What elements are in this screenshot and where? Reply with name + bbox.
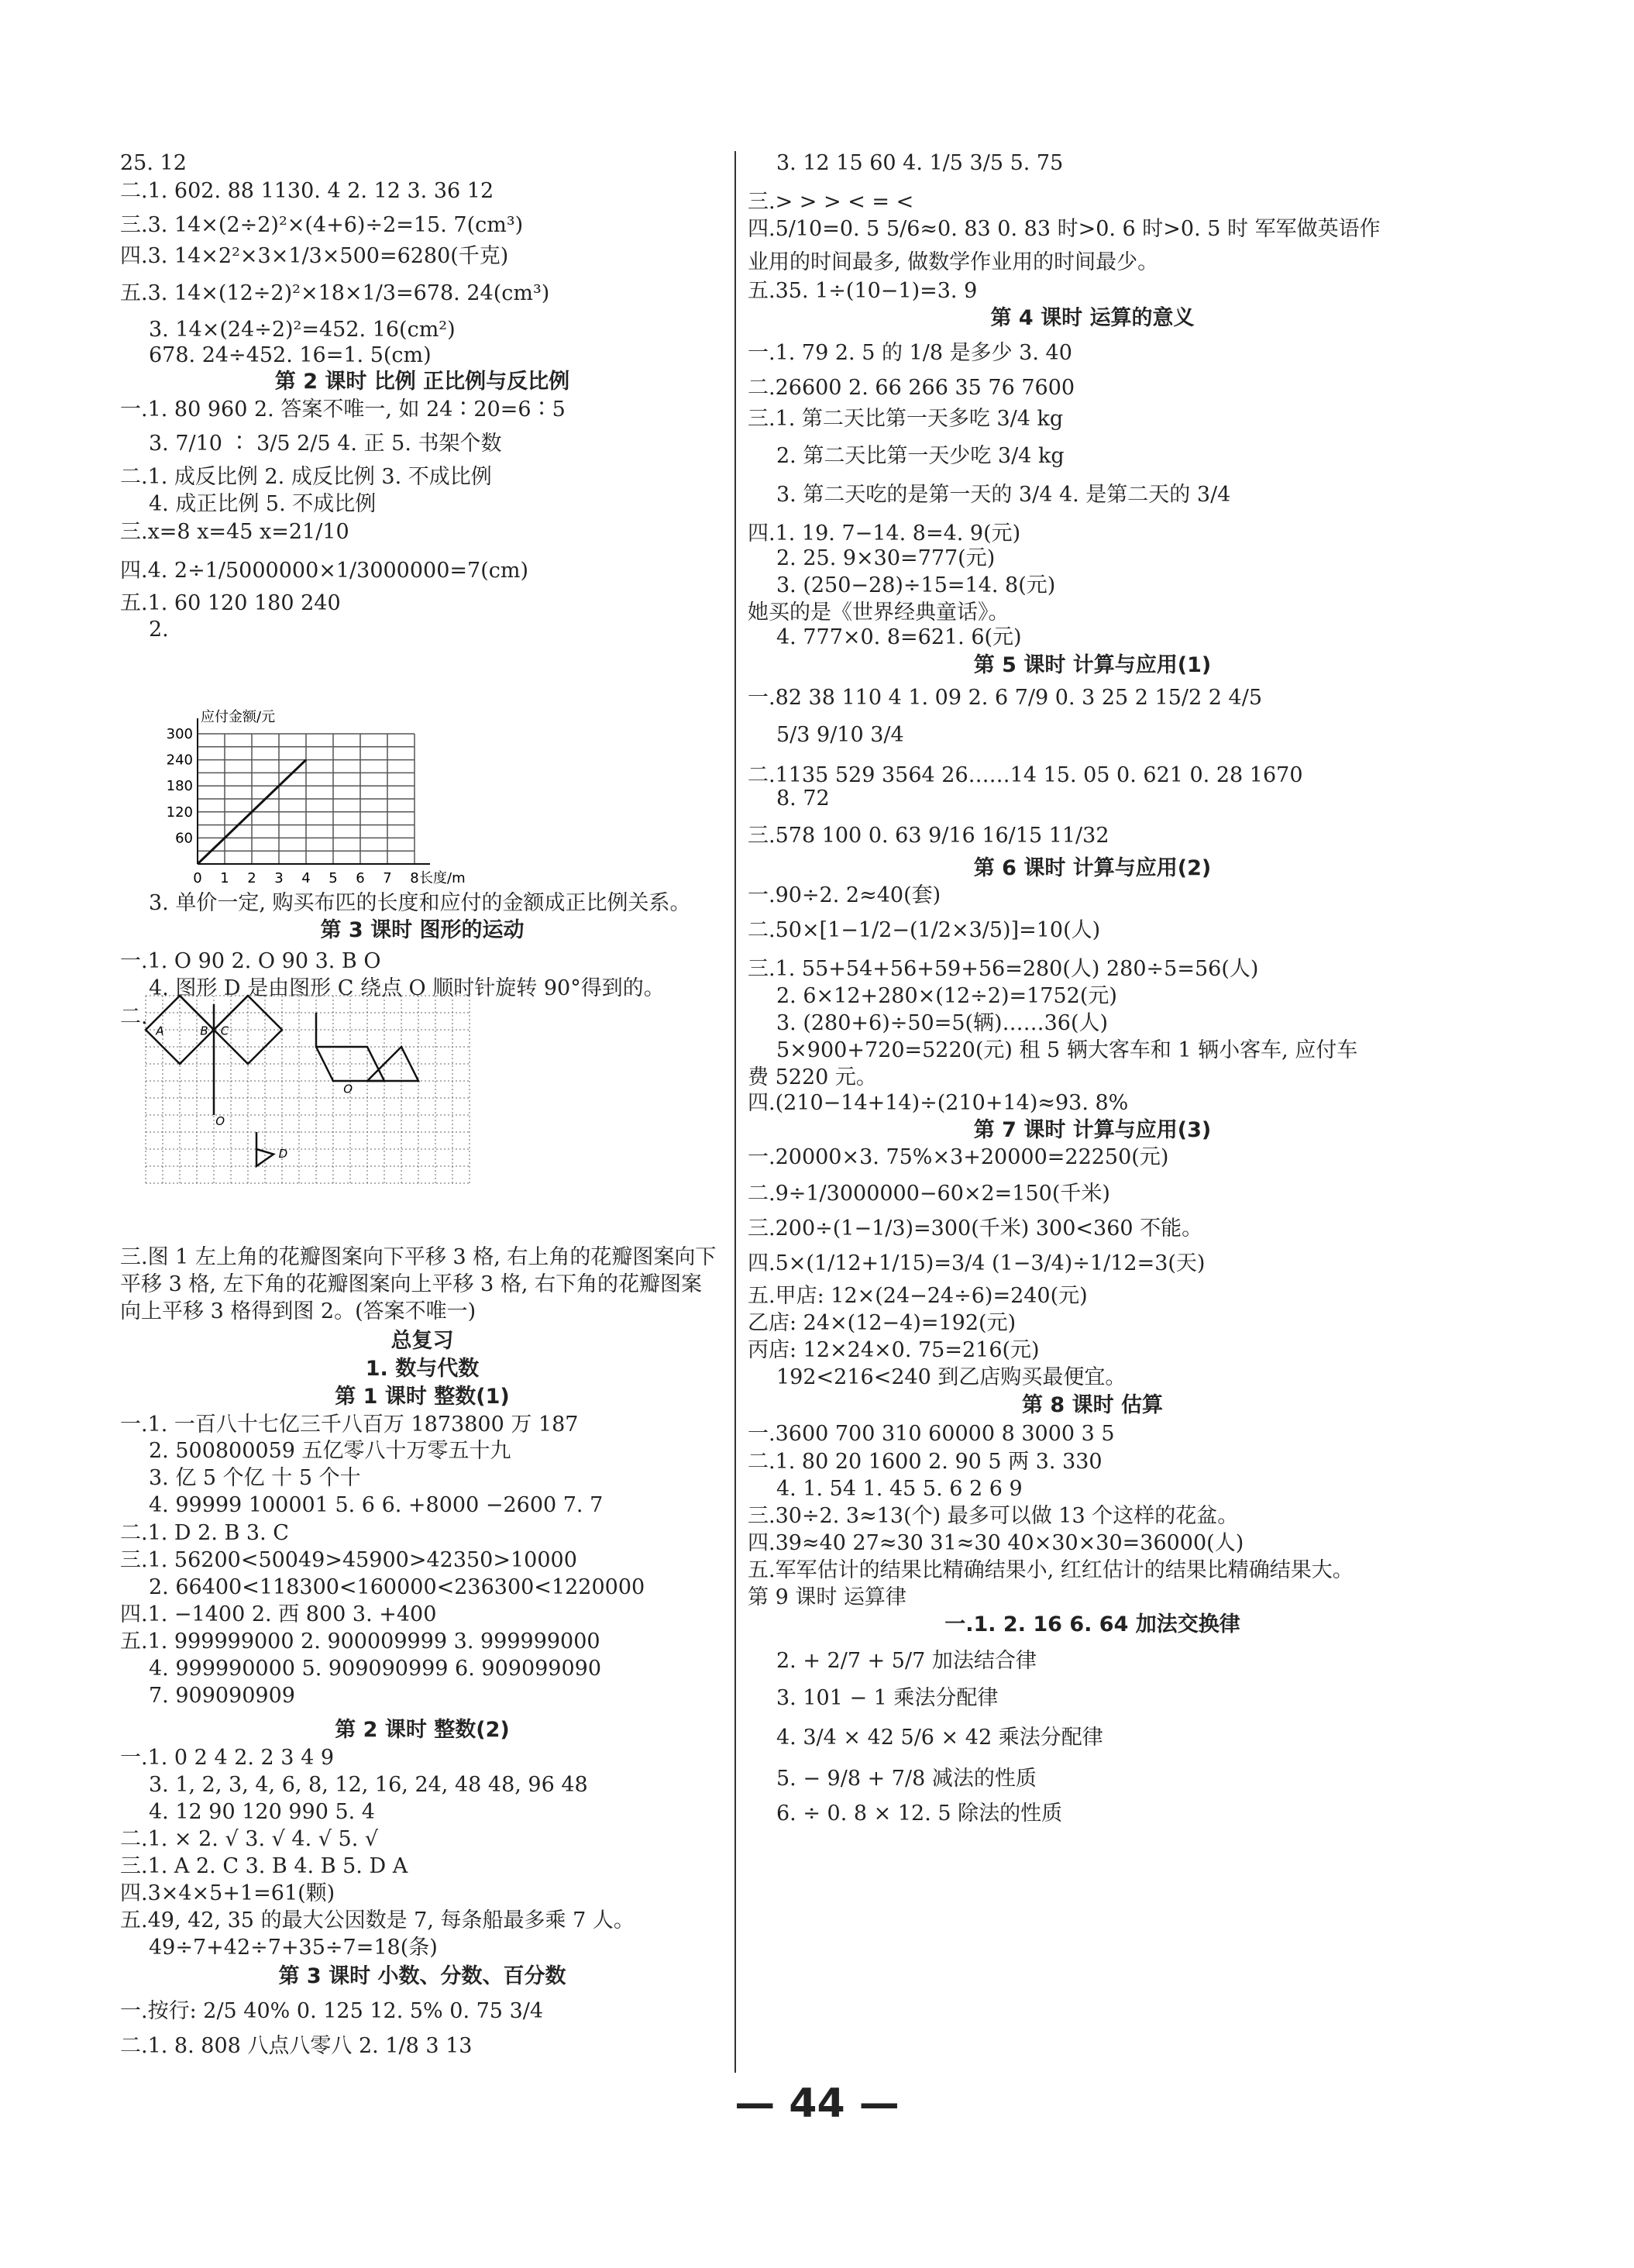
answer-line: 3. 7/10 ∶ 3/5 2/5 4. 正 5. 书架个数 — [149, 432, 502, 456]
section-heading: 第 8 课时 估算 — [1022, 1393, 1163, 1417]
answer-line: 一.1. O 90 2. O 90 3. B O — [120, 949, 381, 973]
answer-line: 3. 14×(24÷2)²=452. 16(cm²) — [149, 318, 456, 342]
answer-line: 业用的时间最多, 做数学作业用的时间最少。 — [748, 250, 1159, 274]
section-heading: 第 1 课时 整数(1) — [335, 1385, 510, 1409]
section-heading: 第 5 课时 计算与应用(1) — [973, 653, 1212, 677]
label-o: O — [343, 1082, 353, 1096]
answer-line: 4. 3/4 × 42 5/6 × 42 乘法分配律 — [776, 1726, 1103, 1750]
label-c: C — [220, 1024, 229, 1038]
answer-line: 一.1. 0 2 4 2. 2 3 4 9 — [120, 1746, 335, 1770]
price-length-chart — [151, 709, 492, 895]
answer-line: 三.30÷2. 3≈13(个) 最多可以做 13 个这样的花盆。 — [748, 1504, 1239, 1528]
label-d: D — [278, 1147, 288, 1161]
answer-line: 第 9 课时 运算律 — [748, 1585, 906, 1609]
answer-line: 8. 72 — [776, 786, 830, 810]
x-tick-label: 7 — [383, 870, 392, 886]
answer-line: 2. 25. 9×30=777(元) — [776, 546, 996, 570]
answer-line: 二.1. 80 20 1600 2. 90 5 两 3. 330 — [748, 1450, 1103, 1474]
answer-line: 四.39≈40 27≈30 31≈30 40×30×30=36000(人) — [748, 1531, 1244, 1555]
answer-line: 一.20000×3. 75%×3+20000=22250(元) — [748, 1145, 1169, 1169]
answer-line: 平移 3 格, 左下角的花瓣图案向上平移 3 格, 右下角的花瓣图案 — [120, 1272, 703, 1296]
answer-line: 四.1. −1400 2. 西 800 3. +400 — [120, 1602, 437, 1626]
rotation-figure — [139, 988, 480, 1193]
answer-line: 四.4. 2÷1/5000000×1/3000000=7(cm) — [120, 559, 528, 583]
answer-line: 五.1. 999999000 2. 900009999 3. 999999000 — [120, 1630, 600, 1654]
answer-line: 3. (250−28)÷15=14. 8(元) — [776, 573, 1056, 597]
answer-line: 四.3×4×5+1=61(颗) — [120, 1881, 335, 1905]
x-axis-label: 长度/m — [419, 870, 466, 886]
answer-line: 三.578 100 0. 63 9/16 16/15 11/32 — [748, 824, 1109, 848]
answer-line: 五.35. 1÷(10−1)=3. 9 — [748, 279, 978, 303]
y-tick-label: 120 — [166, 804, 193, 821]
answer-line: 二.26600 2. 66 266 35 76 7600 — [748, 376, 1075, 400]
answer-line: 向上平移 3 格得到图 2。(答案不唯一) — [120, 1299, 476, 1323]
answer-line: 四.5×(1/12+1/15)=3/4 (1−3/4)÷1/12=3(天) — [748, 1251, 1206, 1275]
answer-line: 2. 6×12+280×(12÷2)=1752(元) — [776, 984, 1117, 1008]
section-heading: 第 2 课时 整数(2) — [335, 1718, 510, 1742]
answer-line: 6. ÷ 0. 8 × 12. 5 除法的性质 — [776, 1802, 1063, 1826]
section-heading: 一.1. 2. 16 6. 64 加法交换律 — [944, 1612, 1240, 1636]
answer-line: 四.3. 14×2²×3×1/3×500=6280(千克) — [120, 244, 509, 268]
answer-line: 3. 亿 5 个亿 十 5 个十 — [149, 1466, 361, 1490]
answer-line: 4. 图形 D 是由图形 C 绕点 O 顺时针旋转 90°得到的。 — [149, 976, 665, 1000]
answer-line: 2. + 2/7 + 5/7 加法结合律 — [776, 1649, 1037, 1673]
answer-line: 二.1. 8. 808 八点八零八 2. 1/8 3 13 — [120, 2034, 473, 2058]
answer-line: 5. − 9/8 + 7/8 减法的性质 — [776, 1767, 1037, 1791]
answer-line: 二.1. 成反比例 2. 成反比例 3. 不成比例 — [120, 465, 492, 489]
x-tick-label: 1 — [220, 870, 229, 886]
answer-line: 4. 777×0. 8=621. 6(元) — [776, 625, 1022, 649]
page-number: — 44 — — [734, 2080, 900, 2127]
chart-grid — [198, 734, 415, 864]
section-heading: 第 4 课时 运算的意义 — [990, 306, 1195, 330]
label-a: A — [156, 1024, 164, 1038]
answer-line: 5×900+720=5220(元) 租 5 辆大客车和 1 辆小客车, 应付车 — [776, 1038, 1358, 1062]
answer-line: 一.1. 一百八十七亿三千八百万 1873800 万 187 — [120, 1413, 579, 1437]
answer-line: 一.按行: 2/5 40% 0. 125 12. 5% 0. 75 3/4 — [120, 1999, 544, 2023]
answer-line: 二.1. × 2. √ 3. √ 4. √ 5. √ — [120, 1827, 379, 1851]
answer-line: 5/3 9/10 3/4 — [776, 723, 904, 747]
answer-line: 她买的是《世界经典童话》。 — [748, 601, 1010, 625]
y-tick-label: 240 — [166, 752, 193, 769]
x-tick-label: 3 — [274, 870, 284, 886]
x-tick-label: 8 — [410, 870, 419, 886]
answer-line: 二.1. D 2. B 3. C — [120, 1521, 289, 1545]
answer-line: 4. 成正比例 5. 不成比例 — [149, 492, 377, 516]
answer-line: 丙店: 12×24×0. 75=216(元) — [748, 1338, 1040, 1362]
answer-line: 2. 第二天比第一天少吃 3/4 kg — [776, 444, 1065, 468]
x-tick-label: 5 — [329, 870, 338, 886]
answer-line: 四.1. 19. 7−14. 8=4. 9(元) — [748, 521, 1021, 545]
answer-line: 2. 500800059 五亿零八十万零五十九 — [149, 1439, 511, 1463]
answer-line: 二.1135 529 3564 26……14 15. 05 0. 621 0. 28 1670 — [748, 763, 1303, 787]
column-divider — [734, 151, 736, 2073]
section-heading: 总复习 — [390, 1329, 454, 1353]
answer-line: 3. (280+6)÷50=5(辆)……36(人) — [776, 1011, 1109, 1035]
answer-line: 4. 12 90 120 990 5. 4 — [149, 1800, 375, 1824]
answer-line: 一.90÷2. 2≈40(套) — [748, 883, 941, 907]
answer-line: 3. 第二天吃的是第一天的 3/4 4. 是第二天的 3/4 — [776, 483, 1231, 507]
section-heading: 第 3 课时 小数、分数、百分数 — [278, 1964, 566, 1988]
answer-line: 四.5/10=0. 5 5/6≈0. 83 0. 83 时>0. 6 时>0. 5 时 军军做英语作 — [748, 217, 1381, 241]
answer-line: 费 5220 元。 — [748, 1065, 877, 1089]
answer-line: 192<216<240 到乙店购买最便宜。 — [776, 1365, 1127, 1389]
answer-line: 三.1. A 2. C 3. B 4. B 5. D A — [120, 1854, 408, 1878]
answer-line: 一.82 38 110 4 1. 09 2. 6 7/9 0. 3 25 2 15/2 2 4/5 — [748, 686, 1262, 710]
section-heading: 第 3 课时 图形的运动 — [320, 918, 525, 942]
y-tick-label: 300 — [166, 726, 193, 742]
answer-line: 五.3. 14×(12÷2)²×18×1/3=678. 24(cm³) — [120, 281, 550, 305]
answer-line: 五.军军估计的结果比精确结果小, 红红估计的结果比精确结果大。 — [748, 1558, 1354, 1582]
answer-line: 3. 101 − 1 乘法分配律 — [776, 1686, 999, 1710]
answer-line: 二.1. 602. 88 1130. 4 2. 12 3. 36 12 — [120, 179, 494, 203]
dot-grid — [146, 996, 470, 1183]
section-heading: 1. 数与代数 — [365, 1357, 480, 1381]
answer-line: 五.1. 60 120 180 240 — [120, 591, 341, 615]
answer-line: 3. 单价一定, 购买布匹的长度和应付的金额成正比例关系。 — [149, 891, 691, 915]
section-heading: 第 2 课时 比例 正比例与反比例 — [274, 370, 570, 394]
answer-line: 乙店: 24×(12−4)=192(元) — [748, 1311, 1017, 1335]
answer-line: 2. 66400<118300<160000<236300<1220000 — [149, 1575, 645, 1599]
answer-line: 三.> > > < = < — [748, 190, 914, 214]
answer-line: 三.1. 第二天比第一天多吃 3/4 kg — [748, 407, 1064, 431]
answer-line: 四.(210−14+14)÷(210+14)≈93. 8% — [748, 1091, 1129, 1115]
label-b: B — [200, 1024, 208, 1038]
x-tick-label: 4 — [301, 870, 311, 886]
answer-line: 二. — [120, 1005, 148, 1029]
answer-line: 二.50×[1−1/2−(1/2×3/5)]=10(人) — [748, 918, 1101, 942]
section-heading: 第 7 课时 计算与应用(3) — [973, 1118, 1212, 1142]
y-tick-label: 60 — [175, 830, 193, 847]
answer-line: 678. 24÷452. 16=1. 5(cm) — [149, 343, 432, 367]
answer-line: 三.1. 56200<50049>45900>42350>10000 — [120, 1548, 577, 1572]
x-tick-label: 6 — [356, 870, 365, 886]
answer-line: 4. 1. 54 1. 45 5. 6 2 6 9 — [776, 1477, 1023, 1501]
answer-line: 三.x=8 x=45 x=21/10 — [120, 520, 349, 544]
answer-line: 4. 99999 100001 5. 6 6. +8000 −2600 7. 7 — [149, 1493, 604, 1517]
answer-line: 五.甲店: 12×(24−24÷6)=240(元) — [748, 1284, 1088, 1308]
x-tick-label: 0 — [193, 870, 202, 886]
x-tick-label: 2 — [247, 870, 256, 886]
answer-line: 3. 1, 2, 3, 4, 6, 8, 12, 16, 24, 48 48, 96 48 — [149, 1773, 588, 1797]
answer-line: 二.9÷1/3000000−60×2=150(千米) — [748, 1182, 1110, 1206]
section-heading: 第 6 课时 计算与应用(2) — [973, 856, 1212, 880]
answer-line: 25. 12 — [120, 151, 187, 175]
answer-line: 一.3600 700 310 60000 8 3000 3 5 — [748, 1422, 1115, 1446]
answer-line: 4. 999990000 5. 909090999 6. 909099090 — [149, 1657, 602, 1681]
y-tick-label: 180 — [166, 778, 193, 795]
answer-line: 2. — [149, 618, 169, 642]
answer-line: 五.49, 42, 35 的最大公因数是 7, 每条船最多乘 7 人。 — [120, 1908, 635, 1932]
answer-line: 7. 909090909 — [149, 1684, 295, 1708]
answer-line: 一.1. 79 2. 5 的 1/8 是多少 3. 40 — [748, 341, 1072, 365]
answer-line: 三.3. 14×(2÷2)²×(4+6)÷2=15. 7(cm³) — [120, 213, 524, 237]
answer-line: 一.1. 80 960 2. 答案不唯一, 如 24∶20=6∶5 — [120, 398, 566, 422]
answer-line: 三.图 1 左上角的花瓣图案向下平移 3 格, 右上角的花瓣图案向下 — [120, 1245, 717, 1269]
answer-line: 49÷7+42÷7+35÷7=18(条) — [149, 1936, 438, 1960]
answer-line: 三.1. 55+54+56+59+56=280(人) 280÷5=56(人) — [748, 957, 1259, 981]
label-o: O — [215, 1114, 225, 1129]
y-axis-label: 应付金额/元 — [201, 709, 276, 725]
answer-line: 三.200÷(1−1/3)=300(千米) 300<360 不能。 — [748, 1217, 1203, 1241]
answer-line: 3. 12 15 60 4. 1/5 3/5 5. 75 — [776, 151, 1064, 175]
